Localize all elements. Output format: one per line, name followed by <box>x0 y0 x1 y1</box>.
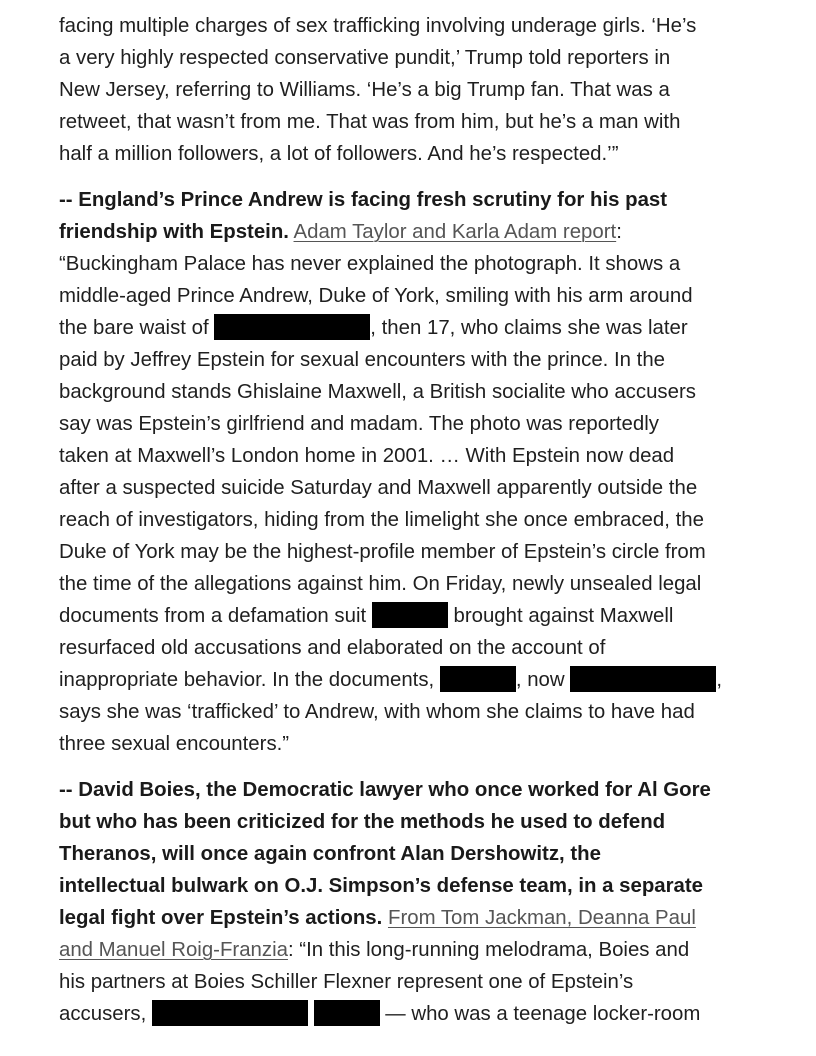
text-fragment: , then 17, who claims she was later <box>370 317 688 339</box>
source-link[interactable]: From Tom Jackman, Deanna Paul <box>387 907 696 929</box>
article-body <box>59 10 779 1030</box>
headline-line: -- David Boies, the Democratic lawyer who once worked for Al Gore <box>59 779 711 801</box>
headline-line: Theranos, will once again confront Alan Dershowitz, the <box>59 843 601 865</box>
headline-line: friendship with Epstein. <box>59 221 289 243</box>
redaction-box <box>372 602 448 628</box>
text-line <box>59 600 779 632</box>
text-line: taken at Maxwell’s London home in 2001. … With Epstein now dead <box>59 445 675 467</box>
text-fragment: documents from a defamation suit <box>59 605 367 627</box>
text-line: the time of the allegations against him. On Friday, newly unsealed legal <box>59 573 702 595</box>
redaction-box <box>440 666 516 692</box>
text-line <box>59 998 779 1030</box>
text-fragment: accusers, <box>59 1003 147 1025</box>
text-line <box>59 216 779 248</box>
text-line <box>59 934 779 966</box>
text-line: resurfaced old accusations and elaborated on the account of <box>59 637 606 659</box>
redaction-box <box>314 1000 380 1026</box>
redaction-box <box>214 314 370 340</box>
text-fragment: the bare waist of <box>59 317 209 339</box>
headline-line: -- England’s Prince Andrew is facing fresh scrutiny for his past <box>59 189 668 211</box>
text-fragment: — who was a teenage locker-room <box>385 1003 701 1025</box>
text-line: retweet, that wasn’t from me. That was from him, but he’s a man with <box>59 111 681 133</box>
text-line: his partners at Boies Schiller Flexner represent one of Epstein’s <box>59 971 634 993</box>
text-line: middle-aged Prince Andrew, Duke of York, smiling with his arm around <box>59 285 693 307</box>
redaction-box <box>570 666 716 692</box>
redaction-box <box>152 1000 308 1026</box>
text-line: reach of investigators, hiding from the limelight she once embraced, the <box>59 509 704 531</box>
text-line: facing multiple charges of sex trafficking involving underage girls. ‘He’s <box>59 15 697 37</box>
paragraph-boies <box>59 774 779 1030</box>
text-fragment: , now <box>515 669 565 691</box>
text-line: half a million followers, a lot of followers. And he’s respected.’” <box>59 143 619 165</box>
headline-line: intellectual bulwark on O.J. Simpson’s defense team, in a separate <box>59 875 704 897</box>
text-fragment: , <box>716 669 722 691</box>
text-line: a very highly respected conservative pundit,’ Trump told reporters in <box>59 47 671 69</box>
text-line <box>59 312 779 344</box>
text-line: Duke of York may be the highest-profile member of Epstein’s circle from <box>59 541 706 563</box>
paragraph-trump-quote <box>59 10 779 170</box>
text-line: New Jersey, referring to Williams. ‘He’s a big Trump fan. That was a <box>59 79 670 101</box>
text-line: after a suspected suicide Saturday and Maxwell apparently outside the <box>59 477 698 499</box>
text-line: “Buckingham Palace has never explained the photograph. It shows a <box>59 253 681 275</box>
headline-line: legal fight over Epstein’s actions. <box>59 907 383 929</box>
source-link[interactable]: Adam Taylor and Karla Adam report <box>293 221 617 243</box>
text-line: three sexual encounters.” <box>59 733 290 755</box>
text-fragment: inappropriate behavior. In the documents, <box>59 669 435 691</box>
text-line: background stands Ghislaine Maxwell, a British socialite who accusers <box>59 381 696 403</box>
text-fragment: : “In this long-running melodrama, Boies and <box>287 939 690 961</box>
text-fragment: : <box>616 221 622 243</box>
text-line: paid by Jeffrey Epstein for sexual encounters with the prince. In the <box>59 349 666 371</box>
text-fragment: brought against Maxwell <box>453 605 674 627</box>
source-link[interactable]: and Manuel Roig-Franzia <box>59 939 288 961</box>
text-line: says she was ‘trafficked’ to Andrew, with whom she claims to have had <box>59 701 695 723</box>
headline-line: but who has been criticized for the methods he used to defend <box>59 811 666 833</box>
text-line: say was Epstein’s girlfriend and madam. The photo was reportedly <box>59 413 659 435</box>
text-line <box>59 664 779 696</box>
text-line <box>59 902 779 934</box>
paragraph-prince-andrew <box>59 184 779 760</box>
